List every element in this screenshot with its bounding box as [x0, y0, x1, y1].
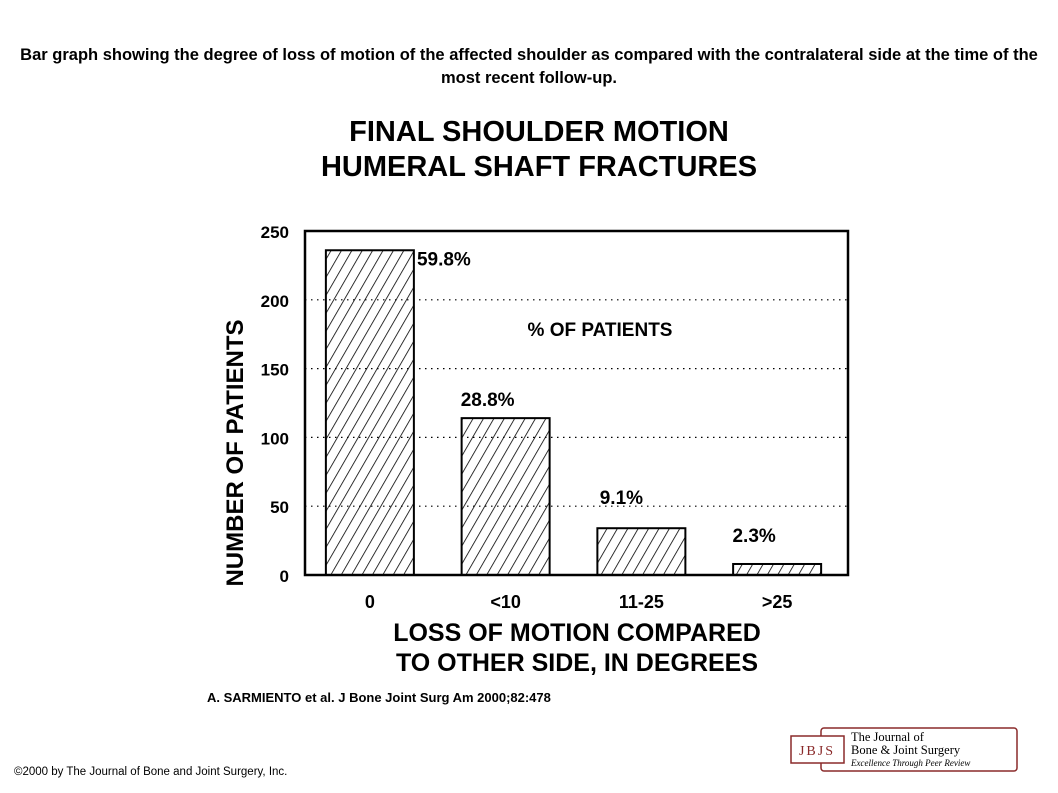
y-tick-label: 100: [260, 429, 289, 449]
chart-title-line2: HUMERAL SHAFT FRACTURES: [320, 151, 758, 183]
bar: [326, 250, 414, 575]
x-axis-label-line1: LOSS OF MOTION COMPARED: [393, 619, 761, 647]
chart-annotation: % OF PATIENTS: [527, 320, 673, 341]
chart-figure: [205, 108, 850, 680]
y-axis-ticks: [261, 223, 289, 586]
bar-value-label: 2.3%: [732, 525, 776, 547]
bar-value-label: 9.1%: [599, 488, 644, 510]
x-axis-categories: [365, 592, 793, 612]
x-category-label: 11-25: [618, 592, 664, 612]
y-tick-label: 0: [279, 567, 289, 586]
logo-line1: The Journal of: [851, 730, 924, 744]
journal-logo: [790, 727, 1018, 772]
x-category-label: 0: [364, 592, 375, 612]
y-tick-label: 150: [260, 360, 289, 380]
citation: A. SARMIENTO et al. J Bone Joint Surg Am 2000;82:478: [207, 690, 551, 705]
bar-value-label: 28.8%: [460, 390, 515, 412]
bar: [462, 418, 550, 575]
bar-value-label: 59.8%: [416, 249, 471, 271]
y-tick-label: 50: [270, 498, 289, 518]
logo-line2: Bone & Joint Surgery: [851, 743, 961, 757]
bar: [597, 528, 685, 575]
bar: [733, 564, 821, 575]
logo-tagline: Excellence Through Peer Review: [851, 758, 971, 768]
x-axis-label-line2: TO OTHER SIDE, IN DEGREES: [395, 649, 759, 677]
x-category-label: <10: [490, 592, 521, 612]
x-category-label: >25: [761, 592, 793, 612]
copyright-notice: ©2000 by The Journal of Bone and Joint Surgery, Inc.: [14, 766, 288, 778]
y-tick-label: 250: [260, 223, 289, 242]
logo-mark: JBJS: [798, 744, 836, 759]
slide-title: Bar graph showing the degree of loss of motion of the affected shoulder as compared with the contralateral side at the time of the most recent follow-up.: [20, 46, 1038, 87]
bar-chart: [205, 108, 850, 680]
y-tick-label: 200: [260, 291, 289, 311]
y-axis-label: NUMBER OF PATIENTS: [222, 319, 249, 587]
chart-title-line1: FINAL SHOULDER MOTION: [349, 116, 729, 148]
